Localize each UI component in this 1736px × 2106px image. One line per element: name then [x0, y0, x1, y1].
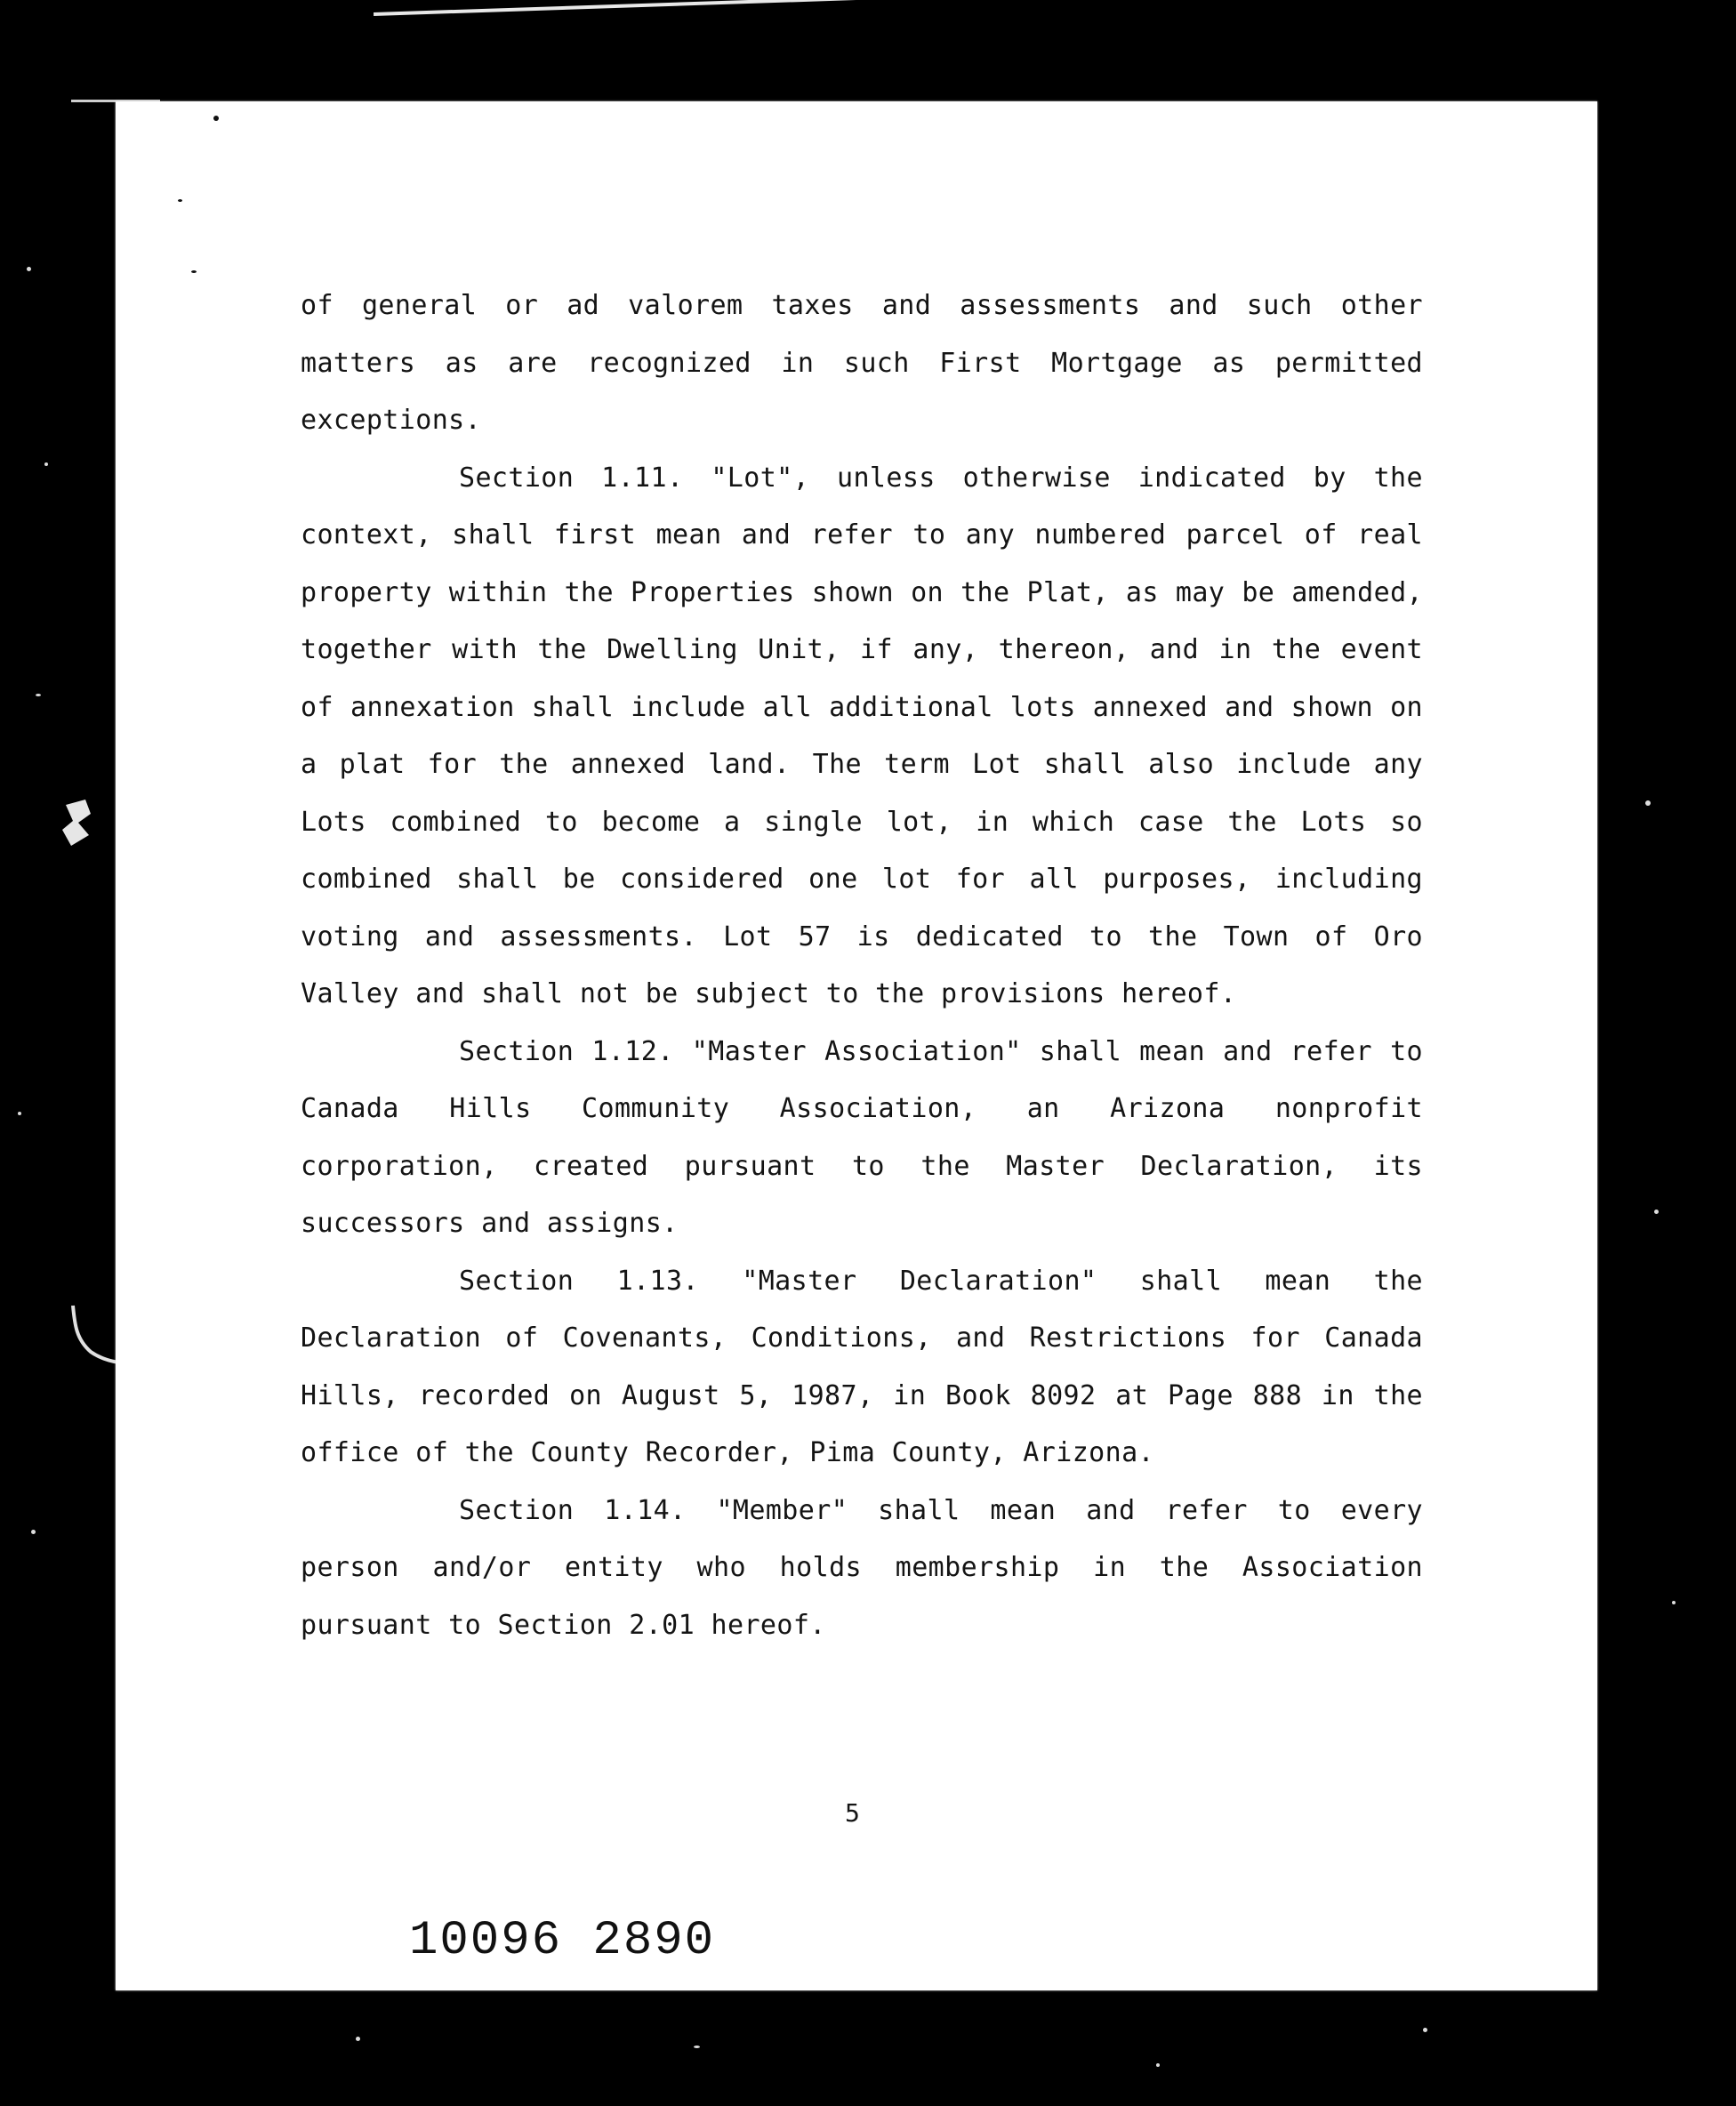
page-speck	[191, 270, 197, 273]
paragraph-section-1-14: Section 1.14. "Member" shall mean and refer to every person and/or entity who holds membership in the Association pursuant to Section 2.01 hereof.	[301, 1494, 1423, 1641]
paragraph-continuation: of general or ad valorem taxes and assessments and such other matters as are recognized in such First Mortgage as permitted exceptions.	[301, 290, 1423, 436]
document-code: 10096 2890	[409, 1914, 716, 1968]
document-page	[116, 101, 1597, 1990]
paragraph-section-1-11: Section 1.11. "Lot", unless otherwise indicated by the context, shall first mean and refer to any numbered parcel of real property within the Properties shown on the Plat, as may be amended, together with the Dwelling Unit, if any, thereon, and in the event of annexation shall include all additional lots annexed and shown on a plat for the annexed land. The term Lot shall also include any Lots combined to become a single lot, in which case the Lots so combined shall be considered one lot for all purposes, including voting and assessments. Lot 57 is dedicated to the Town of Oro Valley and shall not be subject to the provisions hereof.	[301, 462, 1423, 1009]
margin-smudge	[59, 796, 94, 849]
page-speck	[178, 199, 182, 202]
paragraph-section-1-13: Section 1.13. "Master Declaration" shall mean the Declaration of Covenants, Conditions, and Restrictions for Canada Hills, recorded on August 5, 1987, in Book 8092 at Page 888 in the office of the County Recorder, Pima County, Arizona.	[301, 1265, 1423, 1468]
page-number: 5	[845, 1798, 860, 1828]
scan-speck	[31, 1530, 36, 1534]
scan-speck	[1423, 2028, 1427, 2032]
document-body	[301, 277, 1423, 1654]
scan-speck	[36, 694, 41, 696]
scan-speck	[27, 267, 31, 271]
scan-speck	[44, 462, 48, 466]
scan-speck	[1156, 2063, 1160, 2067]
scan-speck	[1645, 800, 1651, 806]
page-speck	[213, 116, 219, 121]
paragraph-section-1-12: Section 1.12. "Master Association" shall mean and refer to Canada Hills Community Association, an Arizona nonprofit corporation, created pursuant to the Master Declaration, its successors and assigns.	[301, 1035, 1423, 1239]
scan-speck	[1654, 1210, 1659, 1214]
scan-speck	[18, 1112, 21, 1115]
scan-speck	[694, 2046, 700, 2048]
scan-speck	[1672, 1601, 1676, 1604]
scan-speck	[356, 2037, 360, 2041]
